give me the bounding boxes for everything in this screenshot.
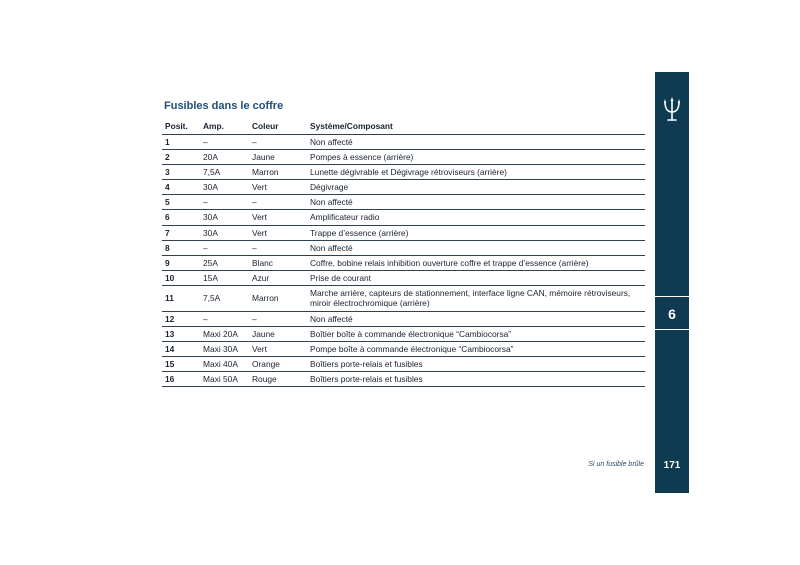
cell-amperage: Maxi 20A [200,326,249,341]
cell-component: Trappe d’essence (arrière) [307,225,645,240]
page-number: 171 [663,460,681,471]
column-header-position: Posit. [162,118,200,135]
cell-amperage: Maxi 50A [200,372,249,387]
column-header-component: Système/Composant [307,118,645,135]
table-row [162,255,645,270]
trident-icon [660,96,684,124]
cell-color: Vert [249,180,307,195]
cell-amperage: 7,5A [200,165,249,180]
table-row [162,326,645,341]
cell-component: Boîtiers porte-relais et fusibles [307,372,645,387]
cell-color: – [249,135,307,150]
cell-position: 16 [162,372,200,387]
table-row [162,357,645,372]
chapter-sidebar [655,72,689,493]
running-footer: Si un fusible brûle [588,461,644,468]
cell-component: Prise de courant [307,270,645,285]
cell-amperage: – [200,135,249,150]
cell-amperage: 7,5A [200,285,249,311]
cell-color: Vert [249,342,307,357]
cell-component: Boîtier boîte à commande électronique “Cambiocorsa” [307,326,645,341]
table-row [162,285,645,311]
cell-color: Vert [249,225,307,240]
cell-amperage: – [200,311,249,326]
cell-color: Marron [249,285,307,311]
cell-position: 12 [162,311,200,326]
cell-position: 7 [162,225,200,240]
cell-color: Marron [249,165,307,180]
cell-component: Coffre, bobine relais inhibition ouverture coffre et trappe d’essence (arrière) [307,255,645,270]
cell-position: 9 [162,255,200,270]
table-row [162,240,645,255]
cell-color: Vert [249,210,307,225]
cell-amperage: – [200,240,249,255]
table-row [162,195,645,210]
cell-color: – [249,240,307,255]
table-row [162,225,645,240]
cell-color: Jaune [249,150,307,165]
sidebar-divider [655,329,689,330]
cell-component: Pompe boîte à commande électronique “Cambiocorsa” [307,342,645,357]
column-header-color: Coleur [249,118,307,135]
table-row [162,135,645,150]
cell-amperage: 25A [200,255,249,270]
table-header-row [162,118,645,135]
sidebar-divider [655,296,689,297]
cell-position: 4 [162,180,200,195]
cell-component: Non affecté [307,240,645,255]
cell-amperage: Maxi 30A [200,342,249,357]
cell-amperage: Maxi 40A [200,357,249,372]
cell-amperage: 15A [200,270,249,285]
cell-position: 1 [162,135,200,150]
cell-color: – [249,195,307,210]
cell-component: Boîtiers porte-relais et fusibles [307,357,645,372]
cell-position: 10 [162,270,200,285]
table-row [162,210,645,225]
cell-component: Pompes à essence (arrière) [307,150,645,165]
cell-position: 14 [162,342,200,357]
table-row [162,270,645,285]
cell-color: Orange [249,357,307,372]
cell-amperage: 30A [200,180,249,195]
cell-component: Non affecté [307,135,645,150]
fuse-table-body [162,135,645,387]
cell-position: 13 [162,326,200,341]
cell-amperage: – [200,195,249,210]
chapter-number: 6 [668,306,676,322]
table-row [162,150,645,165]
cell-amperage: 30A [200,225,249,240]
cell-position: 2 [162,150,200,165]
section-title: Fusibles dans le coffre [164,100,284,112]
cell-position: 5 [162,195,200,210]
cell-color: Azur [249,270,307,285]
cell-component: Non affecté [307,195,645,210]
cell-position: 8 [162,240,200,255]
cell-amperage: 30A [200,210,249,225]
cell-position: 11 [162,285,200,311]
table-row [162,165,645,180]
cell-position: 3 [162,165,200,180]
fuse-table [162,118,645,387]
cell-position: 6 [162,210,200,225]
cell-color: Rouge [249,372,307,387]
cell-component: Amplificateur radio [307,210,645,225]
cell-position: 15 [162,357,200,372]
column-header-amperage: Amp. [200,118,249,135]
cell-component: Lunette dégivrable et Dégivrage rétroviseurs (arrière) [307,165,645,180]
table-row [162,180,645,195]
cell-component: Marche arrière, capteurs de stationnement, interface ligne CAN, mémoire rétroviseurs, miroir électrochromique (arrière) [307,285,645,311]
cell-component: Dégivrage [307,180,645,195]
cell-component: Non affecté [307,311,645,326]
table-row [162,311,645,326]
cell-color: Jaune [249,326,307,341]
table-row [162,372,645,387]
table-row [162,342,645,357]
cell-amperage: 20A [200,150,249,165]
cell-color: Blanc [249,255,307,270]
cell-color: – [249,311,307,326]
